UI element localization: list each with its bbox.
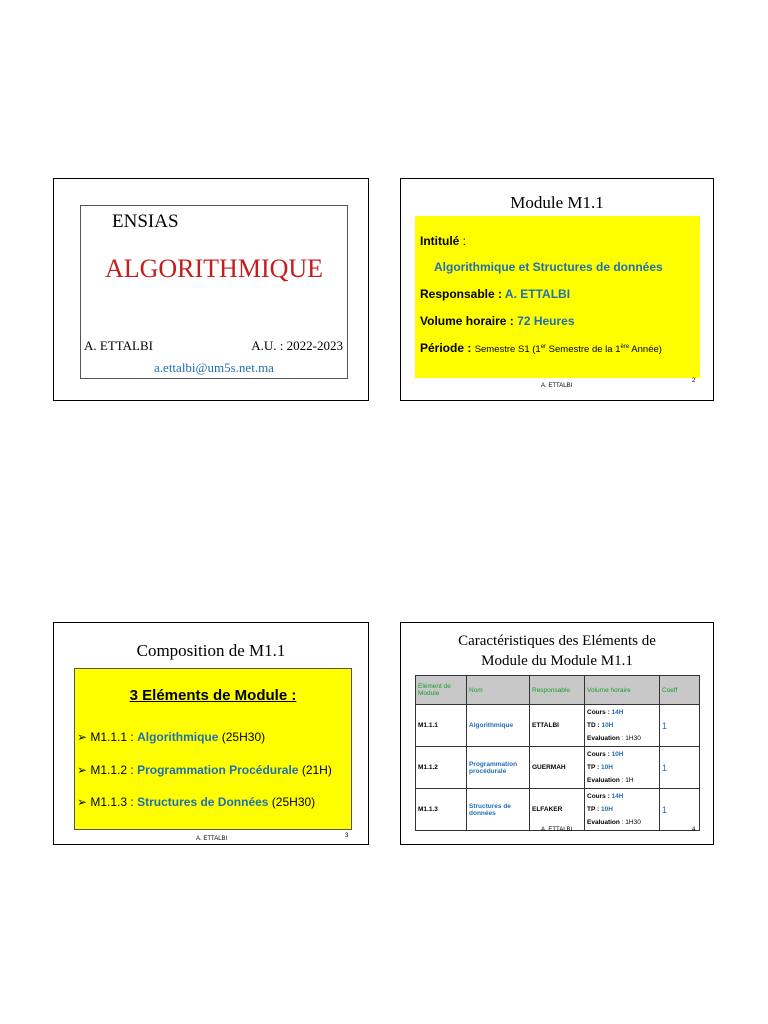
academic-year: A.U. : 2022-2023 <box>251 338 343 353</box>
table-row: M1.1.3 Structures de données ELFAKER Cours : 14H TP : 10H Evaluation : 1H30 1 <box>416 789 700 831</box>
volume-value: 72 Heures <box>517 314 575 328</box>
page-number: 4 <box>692 827 696 833</box>
list-item: ➢ M1.1.2 : Programmation Procédurale (21H) <box>77 763 332 777</box>
composition-heading: 3 Eléments de Module : <box>129 687 297 704</box>
module-info-box <box>415 216 700 378</box>
slide-title: Caractéristiques des Eléments de Module du Module M1.1 <box>458 633 656 669</box>
table-row: M1.1.1 Algorithmique ETTALBI Cours : 14H TD : 10H Evaluation : 1H30 1 <box>416 705 700 747</box>
composition-box <box>74 668 352 830</box>
volume-label: Volume horaire <box>420 314 507 328</box>
school-name: ENSIAS <box>112 211 179 232</box>
slide-title: Module M1.1 <box>510 193 604 212</box>
responsable-row: Responsable : A. ETTALBI <box>420 287 571 301</box>
page-number: 2 <box>692 378 696 384</box>
responsable-label: Responsable <box>420 287 495 301</box>
table-row: M1.1.2 Programmation procédurale GUERMAH Cours : 10H TP : 10H Evaluation : 1H 1 <box>416 747 700 789</box>
slide-4-characteristics <box>400 622 714 845</box>
intitule-value: Algorithmique et Structures de données <box>434 260 663 274</box>
author-email[interactable]: a.ettalbi@um5s.net.ma <box>154 360 274 375</box>
intitule-label: Intitulé <box>420 234 460 248</box>
periode-label: Période <box>420 341 465 355</box>
arrow-bullet-icon: ➢ <box>77 795 88 809</box>
title-frame <box>80 205 348 379</box>
course-title: ALGORITHMIQUE <box>104 254 324 283</box>
slide-3-composition <box>53 622 369 845</box>
intitule-sep: : <box>459 234 466 248</box>
periode-row: Période : Semestre S1 (1er Semestre de la 1ère Année) <box>420 341 662 355</box>
page-number: 3 <box>345 833 349 839</box>
header-volume: Volume horaire <box>585 676 660 705</box>
arrow-bullet-icon: ➢ <box>77 763 88 777</box>
slide-footer: A. ETTALBI <box>541 827 573 833</box>
responsable-value: A. ETTALBI <box>504 287 571 301</box>
slide-title: Composition de M1.1 <box>136 641 286 660</box>
slide-footer: A. ETTALBI <box>196 836 228 842</box>
slide-footer: A. ETTALBI <box>541 383 573 389</box>
slide-2-module <box>400 178 714 401</box>
header-coeff: Coeff <box>660 676 700 705</box>
table-header-row <box>416 676 700 705</box>
arrow-bullet-icon: ➢ <box>77 730 88 744</box>
list-item: ➢ M1.1.3 : Structures de Données (25H30) <box>77 795 316 809</box>
list-item: ➢ M1.1.1 : Algorithmique (25H30) <box>77 730 266 744</box>
header-responsable: Responsable <box>530 676 585 705</box>
periode-value: Semestre S1 (1er Semestre de la 1ère Année) <box>474 343 662 355</box>
elements-table <box>415 675 700 831</box>
slide-1-title <box>53 178 369 401</box>
intitule-row <box>420 234 466 248</box>
header-nom: Nom <box>467 676 530 705</box>
author-name: A. ETTALBI <box>84 338 153 353</box>
header-element: Elément de Module <box>416 676 467 705</box>
volume-row: Volume horaire : 72 Heures <box>420 314 575 328</box>
